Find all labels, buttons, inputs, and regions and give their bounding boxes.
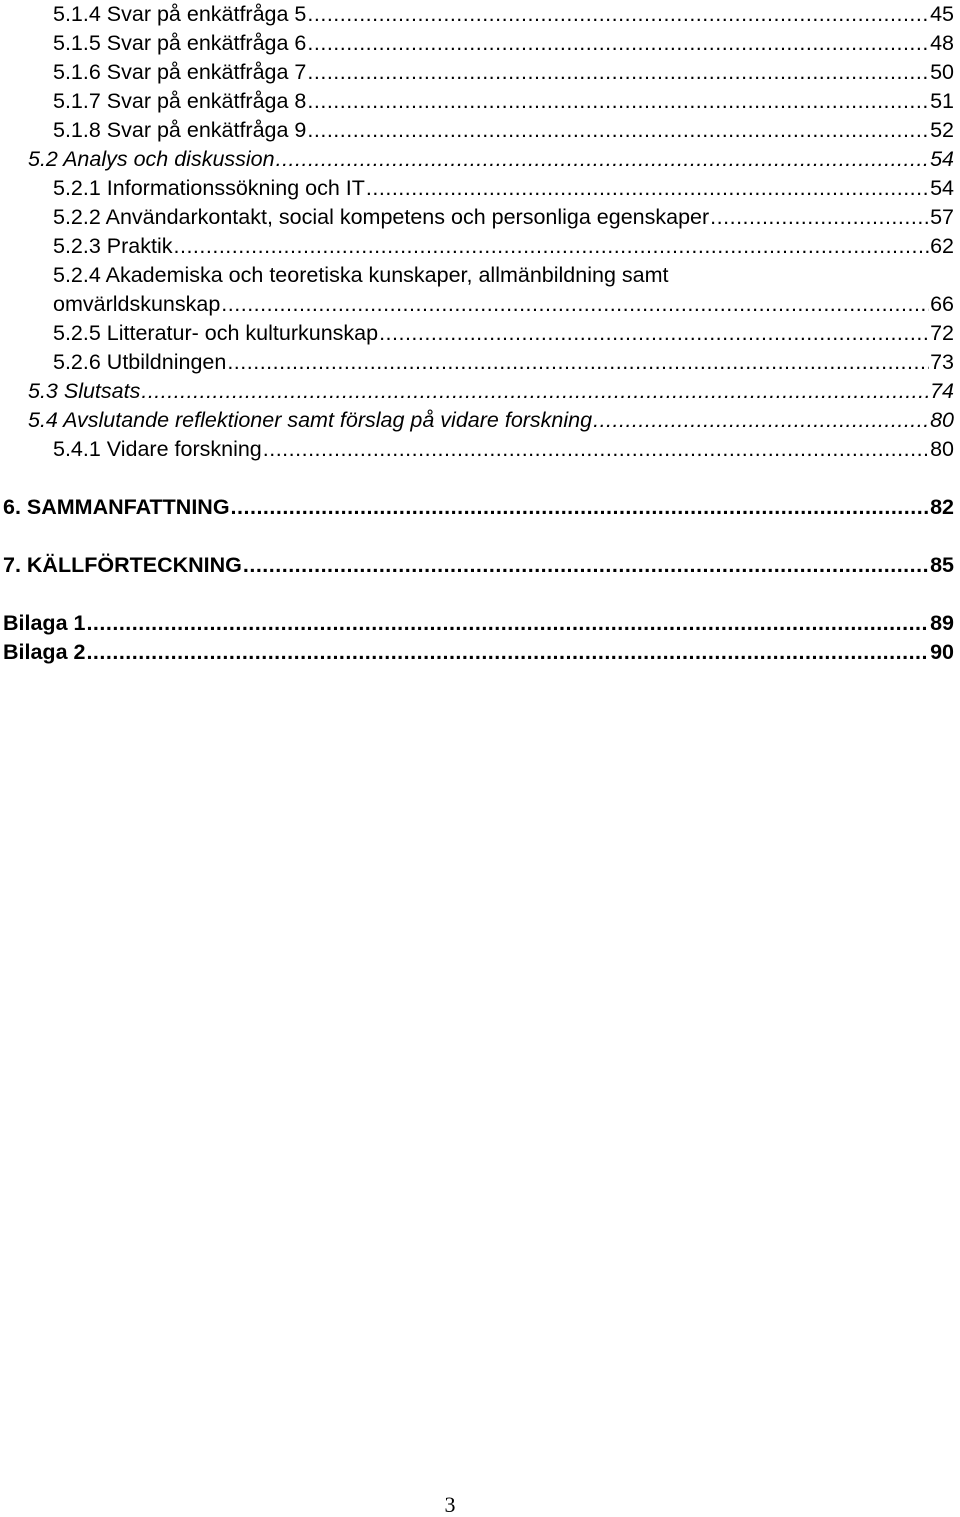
toc-entry-label: 5.1.4 Svar på enkätfråga 5	[53, 2, 307, 26]
toc-entry-label: 5.2 Analys och diskussion	[28, 147, 275, 171]
toc-entry[interactable]	[53, 29, 954, 58]
dot-leader	[141, 377, 929, 406]
toc-entry-label: 5.1.8 Svar på enkätfråga 9	[53, 118, 307, 142]
toc-entry-page: 51	[930, 89, 954, 113]
toc-entry-label: 5.2.6 Utbildningen	[53, 350, 227, 374]
toc-entry[interactable]	[53, 116, 954, 145]
toc-entry[interactable]	[53, 58, 954, 87]
toc-entry-label: 5.2.5 Litteratur- och kulturkunskap	[53, 321, 379, 345]
toc-entry[interactable]	[53, 435, 954, 464]
dot-leader	[86, 609, 929, 638]
dot-leader	[366, 174, 929, 203]
dot-leader	[174, 232, 930, 261]
dot-leader	[593, 406, 929, 435]
toc-entry[interactable]	[53, 232, 954, 261]
dot-leader	[307, 116, 929, 145]
toc-entry-page: 57	[930, 205, 954, 229]
toc-entry-label: 6. SAMMANFATTNING	[3, 495, 230, 519]
toc-entry-page: 52	[930, 118, 954, 142]
dot-leader	[227, 348, 929, 377]
toc-entry[interactable]	[53, 348, 954, 377]
toc-entry[interactable]	[53, 319, 954, 348]
toc-entry-page: 80	[930, 408, 954, 432]
toc-entry[interactable]	[53, 87, 954, 116]
toc-entry[interactable]	[28, 145, 954, 174]
toc-entry-page: 73	[930, 350, 954, 374]
toc-entry[interactable]	[53, 203, 954, 232]
toc-entry[interactable]	[28, 406, 954, 435]
toc-entry-page: 80	[930, 437, 954, 461]
toc-entry-label: 5.1.7 Svar på enkätfråga 8	[53, 89, 307, 113]
toc-entry-label: 7. KÄLLFÖRTECKNING	[3, 553, 242, 577]
toc-entry-page: 62	[930, 234, 954, 258]
toc-entry-label: 5.2.1 Informationssökning och IT	[53, 176, 365, 200]
dot-leader	[243, 551, 929, 580]
page-number: 3	[444, 1492, 456, 1517]
toc-entry[interactable]	[53, 174, 954, 203]
toc-entry[interactable]	[3, 638, 954, 667]
dot-leader	[379, 319, 929, 348]
dot-leader	[307, 29, 929, 58]
toc-entry-page: 74	[930, 379, 954, 403]
dot-leader	[263, 435, 929, 464]
toc-entry-page: 45	[930, 2, 954, 26]
toc-entry-page: 89	[930, 611, 954, 635]
toc-entry[interactable]	[53, 0, 954, 29]
toc-entry-label: 5.1.6 Svar på enkätfråga 7	[53, 60, 307, 84]
toc-entry-page: 66	[930, 292, 954, 316]
toc-entry[interactable]	[3, 493, 954, 522]
dot-leader	[307, 87, 929, 116]
toc-entry[interactable]	[28, 377, 954, 406]
toc-entry-label: Bilaga 2	[3, 640, 86, 664]
dot-leader	[710, 203, 929, 232]
toc-entry[interactable]	[3, 609, 954, 638]
dot-leader	[86, 638, 929, 667]
toc-entry-label: 5.2.2 Användarkontakt, social kompetens och personliga egenskaper	[53, 205, 710, 229]
toc-entry-label: 5.3 Slutsats	[28, 379, 141, 403]
toc-entry-page: 54	[930, 176, 954, 200]
toc-entry-label: 5.2.3 Praktik	[53, 234, 173, 258]
toc-entry-label: 5.4 Avslutande reflektioner samt förslag på vidare forskning	[28, 408, 593, 432]
toc-entry-page: 90	[930, 640, 954, 664]
dot-leader	[307, 58, 929, 87]
toc-entry[interactable]	[53, 290, 954, 319]
toc-entry-label: 5.1.5 Svar på enkätfråga 6	[53, 31, 307, 55]
dot-leader	[307, 0, 929, 29]
toc-entry-label-line1[interactable]: 5.2.4 Akademiska och teoretiska kunskaper, allmänbildning samt	[53, 263, 669, 287]
toc-entry-page: 50	[930, 60, 954, 84]
toc-entry-page: 85	[930, 553, 954, 577]
toc-entry-page: 82	[930, 495, 954, 519]
toc-entry[interactable]	[3, 551, 954, 580]
dot-leader	[221, 290, 929, 319]
toc-entry-label: omvärldskunskap	[53, 292, 221, 316]
dot-leader	[276, 145, 929, 174]
toc-entry-page: 72	[930, 321, 954, 345]
toc-entry-label: 5.4.1 Vidare forskning	[53, 437, 262, 461]
toc-entry-page: 54	[930, 147, 954, 171]
toc-entry-label: Bilaga 1	[3, 611, 86, 635]
toc-entry-page: 48	[930, 31, 954, 55]
dot-leader	[231, 493, 930, 522]
